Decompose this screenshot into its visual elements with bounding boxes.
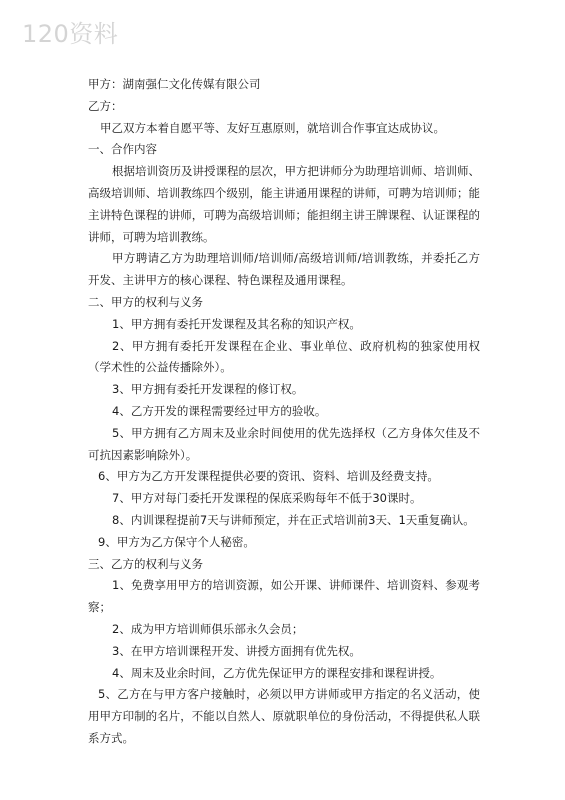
party-a-line: 甲方：湖南强仁文化传媒有限公司 — [88, 77, 261, 91]
section-3-item: 4、周末及业余时间，乙方优先保证甲方的课程安排和课程讲授。 — [112, 665, 442, 680]
party-b-line: 乙方： — [88, 98, 123, 113]
section-2-item: 4、乙方开发的课程需要经过甲方的验收。 — [112, 403, 327, 418]
document-body — [88, 74, 480, 750]
section-2-item: 2、甲方拥有委托开发课程在企业、事业单位、政府机构的独家使用权（学术性的公益传播除外）。 — [88, 338, 480, 375]
section-3-item: 5、乙方在与甲方客户接触时，必须以甲方讲师或甲方指定的名义活动，使用甲方印制的名片，不能以自然人、原就职单位的身份活动，不得提供私人联系方式。 — [88, 687, 480, 745]
section-1-paragraph: 根据培训资历及讲授课程的层次，甲方把讲师分为助理培训师、培训师、高级培训师、培训教练四个级别，能主讲通用课程的讲师，可聘为培训师；能主讲特色课程的讲师，可聘为高级培训师；能担纲主讲王牌课程、认证课程的讲师，可聘为培训教练。 — [88, 164, 480, 244]
section-3-item: 1、免费享用甲方的培训资源，如公开课、讲师课件、培训资料、参观考察； — [88, 578, 480, 615]
section-2-item: 3、甲方拥有委托开发课程的修订权。 — [112, 382, 304, 397]
section-3-item: 3、在甲方培训课程开发、讲授方面拥有优先权。 — [112, 643, 361, 658]
section-2-item: 9、甲方为乙方保守个人秘密。 — [98, 534, 255, 549]
section-2-item: 8、内训课程提前7天与讲师预定，并在正式培训前3天、1天重复确认。 — [112, 512, 475, 527]
section-2-item: 6、甲方为乙方开发课程提供必要的资讯、资料、培训及经费支持。 — [98, 469, 439, 484]
watermark-logo: 120资料 — [22, 20, 119, 48]
section-3-title: 三、乙方的权利与义务 — [88, 556, 203, 571]
section-2-title: 二、甲方的权利与义务 — [88, 294, 203, 309]
section-2-item: 7、甲方对每门委托开发课程的保底采购每年不低于30课时。 — [112, 491, 422, 506]
intro-paragraph: 甲乙双方本着自愿平等、友好互惠原则，就培训合作事宜达成协议。 — [100, 120, 445, 135]
section-2-item: 1、甲方拥有委托开发课程及其名称的知识产权。 — [112, 316, 361, 331]
section-2-item: 5、甲方拥有乙方周末及业余时间使用的优先选择权（乙方身体欠佳及不可抗因素影响除外）。 — [88, 425, 480, 462]
section-3-item: 2、成为甲方培训师俱乐部永久会员； — [112, 621, 304, 636]
section-1-title: 一、合作内容 — [88, 142, 157, 157]
section-1-paragraph: 甲方聘请乙方为助理培训师/培训师/高级培训师/培训教练，并委托乙方开发、主讲甲方的核心课程、特色课程及通用课程。 — [88, 251, 480, 288]
